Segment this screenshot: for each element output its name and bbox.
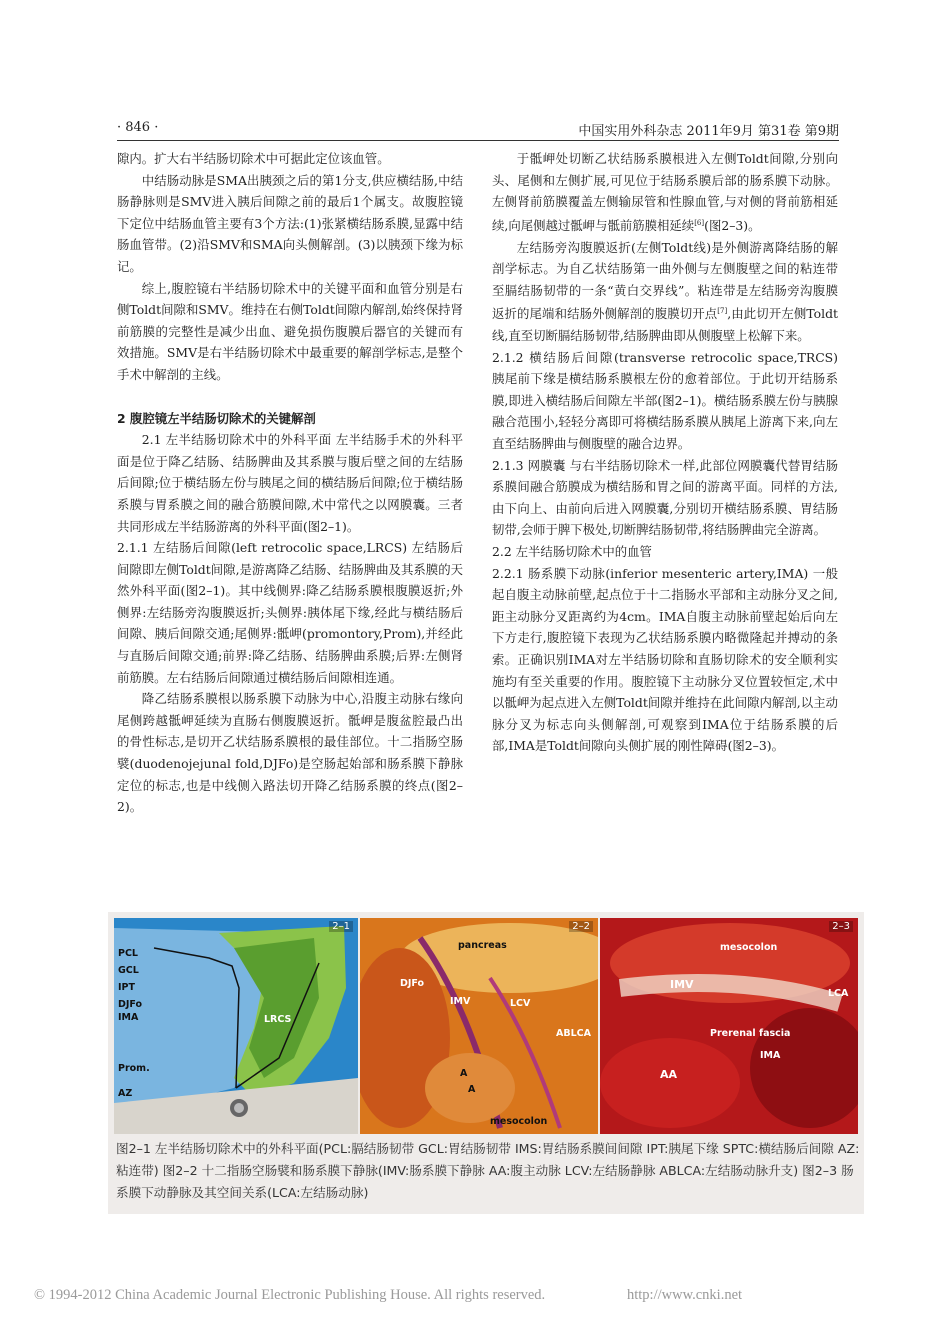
paragraph: 2.1 左半结肠切除术中的外科平面 左半结肠手术的外科平面是位于降乙结肠、结肠脾曲及其系膜与腹后壁之间的左结肠后间隙;位于横结肠左份与胰尾之间的横结肠后间隙;位于横结肠系膜与胃系膜之间的融合筋膜间隙,术中常代之以网膜囊。三者共同形成左半结肠游离的外科平面(图2–1)。: [117, 432, 463, 534]
label-djfo: DJFo: [400, 978, 425, 989]
label-lca: LCA: [828, 988, 849, 999]
paragraph-text: 于骶岬处切断乙状结肠系膜根进入左侧Toldt间隙,分别向头、尾侧和左侧扩展,可见位于结肠系膜后部的肠系膜下动脉。左侧肾前筋膜覆盖左侧输尿管和性腺血管,与对侧的肾前筋相延续,向尾侧越过骶岬与骶前筋膜相延续: [492, 151, 838, 233]
label-pancreas: pancreas: [458, 940, 507, 951]
paragraph-text: 左结肠旁沟腹膜返折(左侧Toldt线)是外侧游离降结肠的解剖学标志。为自乙状结肠第一曲外侧与左侧腹壁之间的粘连带至膈结肠韧带的一条“黄白交界线”。粘连带是左结肠旁沟腹膜返折的尾端和结肠外侧解剖的腹膜切开点: [492, 239, 838, 322]
left-column: [117, 148, 463, 818]
paragraph: 2.1.3 网膜囊 与右半结肠切除术一样,此部位网膜囊代替胃结肠系膜间融合筋膜成为横结肠和胃之间的游离平面。同样的方法,由下向上、由前向后进入网膜囊,分别切开横结肠系膜、胃结肠韧带,会师于脾下极处,切断脾结肠韧带,将结肠脾曲完全游离。: [492, 457, 838, 538]
paragraph: [492, 148, 838, 237]
paragraph: 隙内。扩大右半结肠切除术中可据此定位该血管。: [117, 151, 390, 166]
citation: [6]: [694, 218, 705, 227]
right-column: [492, 148, 838, 757]
panel-tag: 2–1: [329, 921, 353, 932]
label-lcv: LCV: [510, 998, 531, 1009]
figure-2: [108, 912, 864, 1214]
page-header: [117, 118, 839, 141]
label-prerenal-fascia: Prerenal fascia: [710, 1028, 791, 1039]
section-heading: 2 腹腔镜左半结肠切除术的关键解剖: [117, 410, 316, 426]
paragraph-text: ,由此切开左侧Toldt线,直至切断膈结肠韧带,结肠脾曲即从侧腹壁上松解下来。: [492, 306, 838, 343]
paragraph: 2.2.1 肠系膜下动脉(inferior mesenteric artery,IMA) 一般起自腹主动脉前壁,起点位于十二指肠水平部和主动脉分叉之间,距主动脉分叉距离约为4cm。IMA自腹主动脉前壁起始后向左下方走行,腹腔镜下表现为乙状结肠系膜内略微隆起并搏动的条索。正确识别IMA对左半结肠切除和直肠切除术的安全顺利实施均有至关重要的作用。腹腔镜下主动脉分叉位置较恒定,术中以骶岬为起点进入左侧Toldt间隙并维持在此间隙内解剖,以主动脉分叉为标志向头侧解剖,可观察到IMA位于结肠系膜的后部,IMA是Toldt间隙向头侧扩展的刚性障碍(图2–3)。: [492, 565, 838, 754]
page-number: · 846 ·: [117, 120, 159, 135]
label-ablca: ABLCA: [556, 1028, 591, 1039]
journal-info: 中国实用外科杂志 2011年9月 第31卷 第9期: [578, 124, 839, 139]
figure-panel-2-1: [114, 918, 358, 1134]
label-mesocolon: mesocolon: [490, 1116, 548, 1127]
label-a: A: [468, 1084, 476, 1095]
label-az: AZ: [118, 1088, 133, 1099]
label-aa: AA: [660, 1068, 678, 1081]
page-footer: [34, 1287, 914, 1304]
subsection-heading: 2.2 左半结肠切除术中的血管: [492, 543, 652, 559]
figure-panel-2-2: [360, 918, 598, 1134]
paragraph: 降乙结肠系膜根以肠系膜下动脉为中心,沿腹主动脉右缘向尾侧跨越骶岬延续为直肠右侧腹膜返折。骶岬是腹盆腔最凸出的骨性标志,是切开乙状结肠系膜根的最佳部位。十二指肠空肠襞(duodenojejunal fold,DJFo)是空肠起始部和肠系膜下静脉定位的标志,也是中线侧入路法切开降乙结肠系膜的终点(图2–2)。: [117, 691, 463, 815]
figure-panel-2-3: [600, 918, 858, 1134]
label-djfo: DJFo: [118, 999, 143, 1010]
figure-caption: 图2–1 左半结肠切除术中的外科平面(PCL:膈结肠韧带 GCL:胃结肠韧带 IMS:胃结肠系膜间间隙 IPT:胰尾下缘 SPTC:横结肠后间隙 AZ:粘连带) 图2–2 十二指肠空肠襞和肠系膜下静脉(IMV:肠系膜下静脉 AA:腹主动脉 LCV:左结肠静脉 ABLCA:左结肠动脉升支) 图2–3 肠系膜下动静脉及其空间关系(LCA:左结肠动脉): [116, 1141, 860, 1200]
label-imv: IMV: [670, 978, 694, 991]
paragraph: 中结肠动脉是SMA出胰颈之后的第1分支,供应横结肠,中结肠静脉则是SMV进入胰后间隙之前的最后1个属支。故腹腔镜下定位中结肠血管主要有3个方法:(1)张紧横结肠系膜,显露中结肠血管带。(2)沿SMV和SMA向头侧解剖。(3)以胰颈下缘为标记。: [117, 172, 463, 274]
label-lrcs: LRCS: [264, 1014, 292, 1025]
label-gcl: GCL: [118, 965, 139, 976]
label-a: A: [460, 1068, 468, 1079]
citation: [7]: [717, 307, 728, 316]
label-ipt: IPT: [118, 982, 135, 993]
label-imv: IMV: [450, 996, 471, 1007]
label-ima: IMA: [118, 1012, 139, 1023]
paragraph-text: (图2–3)。: [704, 217, 761, 233]
paragraph: 2.1.2 横结肠后间隙(transverse retrocolic space,TRCS) 胰尾前下缘是横结肠系膜根左份的愈着部位。于此切开结肠系膜,即进入横结肠后间隙左半部(图2–1)。横结肠系膜左份与胰腺融合范围小,轻轻分离即可将横结肠系膜从胰尾上游离下来,向左直至结肠脾曲与侧腹壁的融合边界。: [492, 349, 838, 451]
paragraph: [492, 237, 838, 347]
label-prom: Prom.: [118, 1063, 150, 1074]
footer-url[interactable]: http://www.cnki.net: [627, 1287, 743, 1303]
panel-tag: 2–3: [829, 921, 853, 932]
paragraph: 2.1.1 左结肠后间隙(left retrocolic space,LRCS) 左结肠后间隙即左侧Toldt间隙,是游离降乙结肠、结肠脾曲及其系膜的天然外科平面(图2–1)。其中线侧界:降乙结肠系膜根腹膜返折;外侧界:左结肠旁沟腹膜返折;头侧界:胰体尾下缘,经此与横结肠后间隙、胰后间隙交通;尾侧界:骶岬(promontory,Prom),并经此与直肠后间隙交通;前界:降乙结肠、结肠脾曲系膜;后界:左侧肾前筋膜。左右结肠后间隙通过横结肠后间隙相连通。: [117, 540, 463, 685]
panel-tag: 2–2: [569, 921, 593, 932]
label-ima: IMA: [760, 1050, 781, 1061]
label-pcl: PCL: [118, 948, 138, 959]
label-mesocolon: mesocolon: [720, 942, 778, 953]
paragraph: 综上,腹腔镜右半结肠切除术中的关键平面和血管分别是右侧Toldt间隙和SMV。维持在右侧Toldt间隙内解剖,始终保持肾前筋膜的完整性是减少出血、避免损伤腹膜后器官的关键而有效措施。SMV是右半结肠切除术中最重要的解剖学标志,是整个手术中解剖的主线。: [117, 280, 463, 382]
anatomy-diagram: [114, 918, 358, 1134]
copyright-notice: © 1994-2012 China Academic Journal Electronic Publishing House. All rights reserved.: [34, 1287, 546, 1303]
